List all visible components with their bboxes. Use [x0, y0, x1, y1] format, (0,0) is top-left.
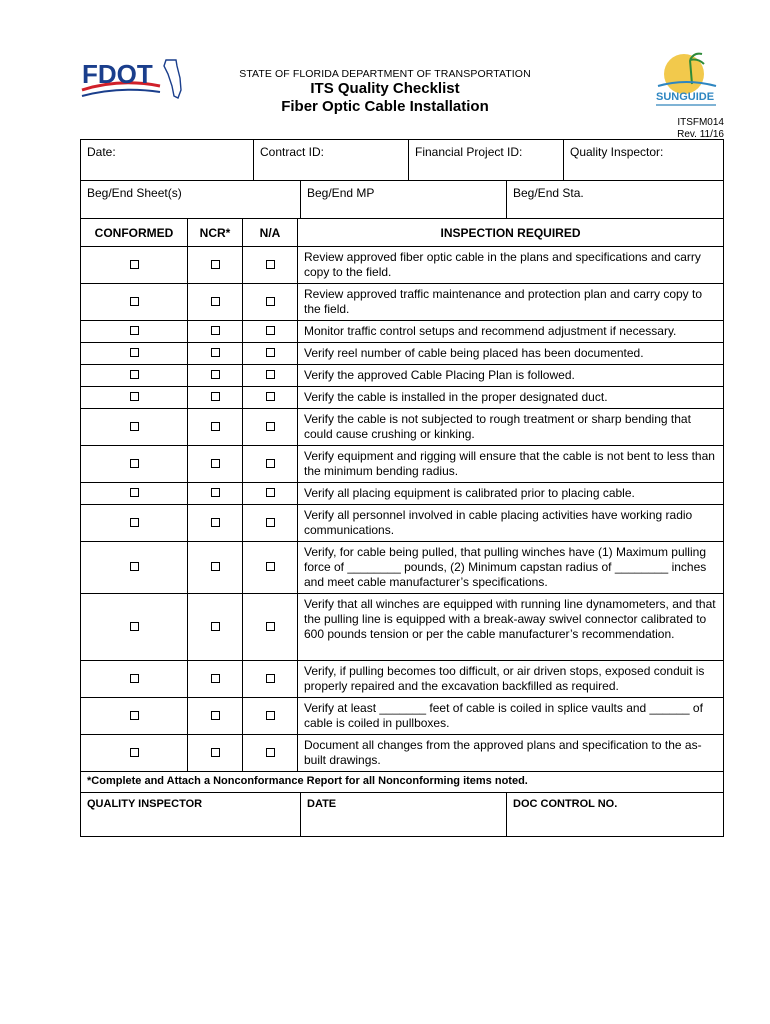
na-cell	[243, 321, 298, 343]
ncr-checkbox[interactable]	[211, 562, 220, 571]
conformed-checkbox[interactable]	[130, 622, 139, 631]
form-revision: Rev. 11/16	[677, 128, 724, 140]
conformed-checkbox[interactable]	[130, 562, 139, 571]
na-checkbox[interactable]	[266, 260, 275, 269]
na-checkbox[interactable]	[266, 370, 275, 379]
inspection-item-text: Document all changes from the approved plans and specification to the as-built drawings.	[298, 735, 724, 772]
inspection-item-text: Monitor traffic control setups and recommend adjustment if necessary.	[298, 321, 724, 343]
checklist-row	[81, 661, 724, 698]
contract-id-label: Contract ID:	[260, 145, 325, 159]
conformed-cell	[81, 594, 188, 661]
signature-table	[80, 792, 724, 837]
project-info-table	[80, 139, 724, 181]
ncr-cell	[188, 247, 243, 284]
inspection-item-text: Verify, for cable being pulled, that pulling winches have (1) Maximum pulling force of ________ pounds, (2) Minimum capstan radius of ________ inches and meet cable manufacturer’s specifications.	[298, 542, 724, 594]
checklist-row	[81, 365, 724, 387]
conformed-checkbox[interactable]	[130, 674, 139, 683]
conformed-cell	[81, 505, 188, 542]
financial-project-id-field[interactable]	[409, 140, 564, 181]
ncr-checkbox[interactable]	[211, 711, 220, 720]
na-checkbox[interactable]	[266, 326, 275, 335]
ncr-cell	[188, 542, 243, 594]
form-number-block	[677, 117, 724, 140]
date-label: Date:	[87, 145, 116, 159]
doc-control-number[interactable]	[507, 793, 724, 837]
inspection-item-text: Review approved fiber optic cable in the plans and specifications and carry copy to the field.	[298, 247, 724, 284]
na-cell	[243, 284, 298, 321]
inspection-item-text: Verify reel number of cable being placed has been documented.	[298, 343, 724, 365]
checklist-row	[81, 698, 724, 735]
inspection-item-text: Verify all placing equipment is calibrated prior to placing cable.	[298, 483, 724, 505]
col-na: N/A	[243, 219, 298, 247]
doc-control-number-label: DOC CONTROL NO.	[513, 798, 618, 810]
inspection-item-text: Verify the cable is installed in the proper designated duct.	[298, 387, 724, 409]
conformed-checkbox[interactable]	[130, 459, 139, 468]
conformed-cell	[81, 321, 188, 343]
ncr-cell	[188, 735, 243, 772]
beg-end-sta-field[interactable]	[507, 181, 724, 219]
ncr-checkbox[interactable]	[211, 348, 220, 357]
checklist-row	[81, 284, 724, 321]
ncr-cell	[188, 594, 243, 661]
contract-id-field[interactable]	[254, 140, 409, 181]
col-inspection-required: INSPECTION REQUIRED	[298, 219, 724, 247]
beg-end-mp-field[interactable]	[301, 181, 507, 219]
ncr-checkbox[interactable]	[211, 748, 220, 757]
col-ncr: NCR*	[188, 219, 243, 247]
beg-end-sheets-field[interactable]	[81, 181, 301, 219]
conformed-cell	[81, 365, 188, 387]
ncr-cell	[188, 661, 243, 698]
date-field[interactable]	[81, 140, 254, 181]
col-conformed: CONFORMED	[81, 219, 188, 247]
ncr-cell	[188, 698, 243, 735]
ncr-cell	[188, 343, 243, 365]
inspection-table	[80, 218, 724, 772]
location-info-table	[80, 180, 724, 219]
inspection-item-text: Verify the cable is not subjected to rough treatment or sharp bending that could cause crushing or kinking.	[298, 409, 724, 446]
checklist-row	[81, 409, 724, 446]
na-cell	[243, 247, 298, 284]
ncr-checkbox[interactable]	[211, 674, 220, 683]
conformed-checkbox[interactable]	[130, 748, 139, 757]
ncr-checkbox[interactable]	[211, 459, 220, 468]
ncr-cell	[188, 321, 243, 343]
quality-inspector-signature-label: QUALITY INSPECTOR	[87, 798, 203, 810]
form-title: ITS Quality Checklist	[310, 80, 460, 97]
conformed-checkbox[interactable]	[130, 370, 139, 379]
inspection-item-text: Verify that all winches are equipped with running line dynamometers, and that the pulling line is equipped with a break-away swivel connector calibrated to 600 pounds tension or per the cable manufacturer’s recommendation.	[298, 594, 724, 661]
na-checkbox[interactable]	[266, 422, 275, 431]
ncr-cell	[188, 409, 243, 446]
conformed-cell	[81, 247, 188, 284]
ncr-cell	[188, 446, 243, 483]
ncr-cell	[188, 284, 243, 321]
conformed-cell	[81, 698, 188, 735]
na-cell	[243, 735, 298, 772]
ncr-cell	[188, 505, 243, 542]
ncr-checkbox[interactable]	[211, 392, 220, 401]
form-number: ITSFM014	[677, 117, 724, 128]
beg-end-mp-label: Beg/End MP	[307, 186, 375, 200]
conformed-cell	[81, 542, 188, 594]
na-checkbox[interactable]	[266, 518, 275, 527]
checklist-row	[81, 446, 724, 483]
conformed-checkbox[interactable]	[130, 260, 139, 269]
checklist-row	[81, 735, 724, 772]
conformed-checkbox[interactable]	[130, 488, 139, 497]
ncr-checkbox[interactable]	[211, 260, 220, 269]
conformed-checkbox[interactable]	[130, 392, 139, 401]
conformed-checkbox[interactable]	[130, 326, 139, 335]
quality-inspector-signature[interactable]	[81, 793, 301, 837]
checklist-row	[81, 343, 724, 365]
fdot-logo-text: FDOT	[82, 59, 153, 89]
fdot-logo	[80, 56, 184, 102]
na-cell	[243, 387, 298, 409]
conformed-cell	[81, 735, 188, 772]
na-cell	[243, 446, 298, 483]
sunguide-logo-text: SUNGUIDE	[656, 91, 715, 103]
beg-end-sta-label: Beg/End Sta.	[513, 186, 584, 200]
conformed-checkbox[interactable]	[130, 348, 139, 357]
ncr-checkbox[interactable]	[211, 518, 220, 527]
conformed-cell	[81, 343, 188, 365]
financial-project-id-label: Financial Project ID:	[415, 145, 523, 159]
form-subtitle: Fiber Optic Cable Installation	[281, 98, 489, 115]
na-cell	[243, 505, 298, 542]
ncr-checkbox[interactable]	[211, 488, 220, 497]
conformed-checkbox[interactable]	[130, 518, 139, 527]
checklist-row	[81, 483, 724, 505]
na-checkbox[interactable]	[266, 297, 275, 306]
conformed-cell	[81, 483, 188, 505]
inspection-header-row	[81, 219, 724, 247]
sunguide-logo	[650, 50, 722, 112]
na-checkbox[interactable]	[266, 459, 275, 468]
ncr-checkbox[interactable]	[211, 297, 220, 306]
form-header	[0, 0, 770, 140]
na-cell	[243, 365, 298, 387]
quality-inspector-label: Quality Inspector:	[570, 145, 664, 159]
checklist-row	[81, 321, 724, 343]
inspection-item-text: Verify equipment and rigging will ensure that the cable is not bent to less than the minimum bending radius.	[298, 446, 724, 483]
conformed-cell	[81, 446, 188, 483]
na-checkbox[interactable]	[266, 711, 275, 720]
footnote: *Complete and Attach a Nonconformance Report for all Nonconforming items noted.	[81, 772, 724, 793]
inspection-item-text: Verify the approved Cable Placing Plan is followed.	[298, 365, 724, 387]
ncr-checkbox[interactable]	[211, 622, 220, 631]
ncr-cell	[188, 483, 243, 505]
checklist-row	[81, 387, 724, 409]
checklist-row	[81, 594, 724, 661]
conformed-cell	[81, 387, 188, 409]
ncr-checkbox[interactable]	[211, 326, 220, 335]
inspection-item-text: Review approved traffic maintenance and protection plan and carry copy to the field.	[298, 284, 724, 321]
checklist-row	[81, 505, 724, 542]
na-checkbox[interactable]	[266, 622, 275, 631]
na-cell	[243, 483, 298, 505]
conformed-checkbox[interactable]	[130, 711, 139, 720]
checklist-row	[81, 247, 724, 284]
na-cell	[243, 661, 298, 698]
na-checkbox[interactable]	[266, 674, 275, 683]
conformed-cell	[81, 409, 188, 446]
signature-date-label: DATE	[307, 798, 337, 810]
checklist-form	[80, 139, 724, 837]
conformed-cell	[81, 661, 188, 698]
inspection-item-text: Verify at least _______ feet of cable is coiled in splice vaults and ______ of cable is coiled in pullboxes.	[298, 698, 724, 735]
na-cell	[243, 594, 298, 661]
inspection-item-text: Verify all personnel involved in cable placing activities have working radio communications.	[298, 505, 724, 542]
inspection-item-text: Verify, if pulling becomes too difficult, or air driven stops, exposed conduit is properly repaired and the excavation backfilled as required.	[298, 661, 724, 698]
conformed-checkbox[interactable]	[130, 422, 139, 431]
ncr-cell	[188, 365, 243, 387]
na-cell	[243, 343, 298, 365]
na-checkbox[interactable]	[266, 488, 275, 497]
checklist-row	[81, 542, 724, 594]
signature-date[interactable]	[301, 793, 507, 837]
beg-end-sheets-label: Beg/End Sheet(s)	[87, 186, 182, 200]
ncr-checkbox[interactable]	[211, 370, 220, 379]
ncr-checkbox[interactable]	[211, 422, 220, 431]
na-cell	[243, 542, 298, 594]
footnote-table	[80, 771, 724, 793]
na-checkbox[interactable]	[266, 392, 275, 401]
na-checkbox[interactable]	[266, 348, 275, 357]
na-cell	[243, 698, 298, 735]
quality-inspector-field[interactable]	[564, 140, 724, 181]
agency-name: STATE OF FLORIDA DEPARTMENT OF TRANSPORTATION	[239, 68, 531, 80]
conformed-checkbox[interactable]	[130, 297, 139, 306]
na-cell	[243, 409, 298, 446]
na-checkbox[interactable]	[266, 748, 275, 757]
conformed-cell	[81, 284, 188, 321]
ncr-cell	[188, 387, 243, 409]
na-checkbox[interactable]	[266, 562, 275, 571]
